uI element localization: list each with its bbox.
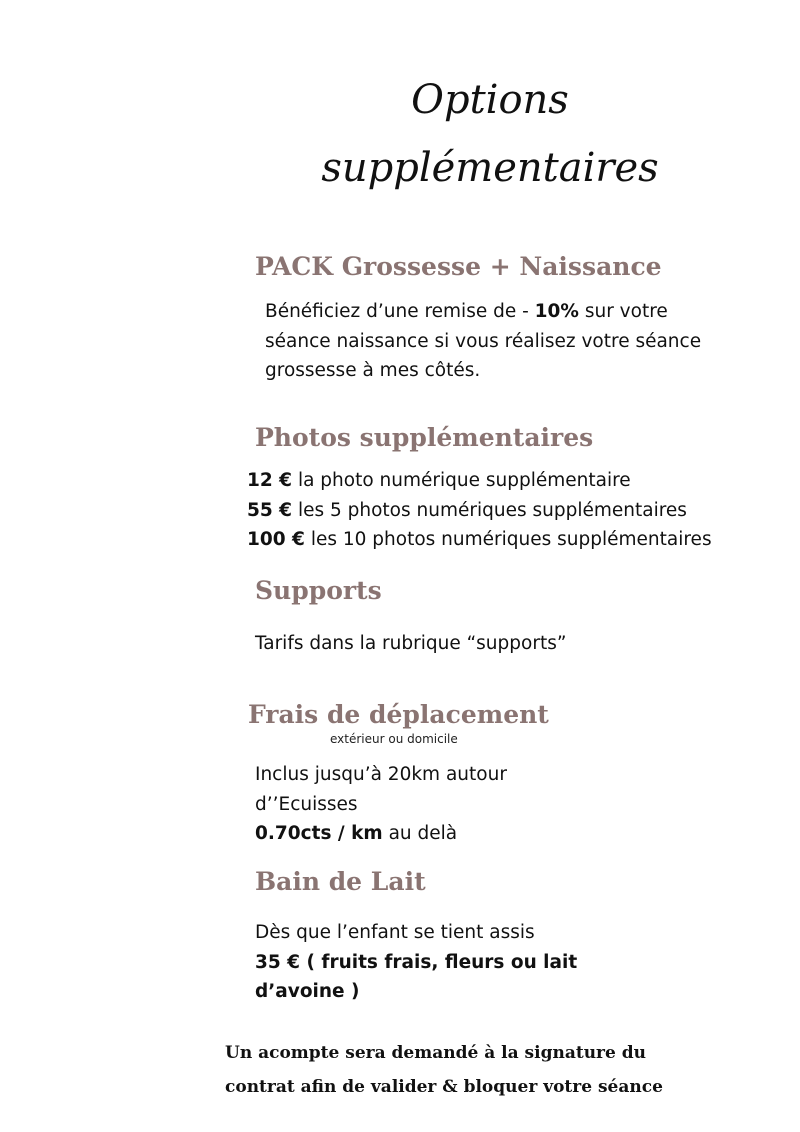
- deposit-notice-line-1: Un acompte sera demandé à la signature du: [225, 1043, 646, 1063]
- travel-line-3: [255, 819, 507, 849]
- photo-price: 100 €: [247, 529, 305, 550]
- deposit-notice: [225, 1036, 663, 1104]
- photo-price-text: la photo numérique supplémentaire: [292, 470, 631, 491]
- photos-list: [247, 466, 712, 555]
- pack-line-1-text: Bénéficiez d’une remise de -: [265, 301, 535, 322]
- photo-price: 55 €: [247, 499, 293, 521]
- supports-text: Tarifs dans la rubrique “supports”: [255, 633, 567, 654]
- photo-price-text: les 10 photos numériques supplémentaires: [304, 529, 712, 550]
- travel-rate: 0.70cts / km: [255, 823, 383, 844]
- milk-bath-line-1: Dès que l’enfant se tient assis: [255, 922, 535, 943]
- page-title-line-2: supplémentaires: [321, 145, 659, 191]
- photo-price-item: [247, 466, 712, 496]
- photo-price: 12 €: [247, 470, 293, 491]
- supports-heading: Supports: [255, 576, 382, 605]
- travel-description: [255, 760, 507, 849]
- travel-line-2: d’’Ecuisses: [255, 793, 358, 815]
- pack-description: [265, 297, 701, 386]
- pack-line-2: séance naissance si vous réalisez votre séance: [265, 330, 702, 352]
- discount-value: 10%: [534, 301, 579, 322]
- page-title-line-1: Options: [411, 77, 569, 123]
- pack-line-3: grossesse à mes côtés.: [265, 360, 481, 381]
- pack-line-1: [265, 297, 701, 327]
- travel-subheading: extérieur ou domicile: [330, 732, 458, 746]
- pack-heading: PACK Grossesse + Naissance: [255, 252, 662, 281]
- milk-bath-heading: Bain de Lait: [255, 867, 426, 896]
- pack-line-1-end: sur votre: [578, 301, 668, 322]
- photo-price-text: les 5 photos numériques supplémentaires: [292, 499, 687, 521]
- photo-price-item: [247, 525, 712, 555]
- travel-heading: Frais de déplacement: [248, 700, 549, 729]
- milk-bath-line-3: d’avoine ): [255, 981, 360, 1002]
- travel-line-1: Inclus jusqu’à 20km autour: [255, 764, 507, 785]
- deposit-notice-line-2: contrat afin de valider & bloquer votre séance: [225, 1077, 663, 1097]
- travel-rate-text: au delà: [382, 823, 458, 844]
- milk-bath-description: [255, 918, 577, 1007]
- milk-bath-line-2: 35 € ( fruits frais, fleurs ou lait: [255, 951, 578, 973]
- photos-heading: Photos supplémentaires: [255, 423, 594, 452]
- photo-price-item: [247, 496, 712, 526]
